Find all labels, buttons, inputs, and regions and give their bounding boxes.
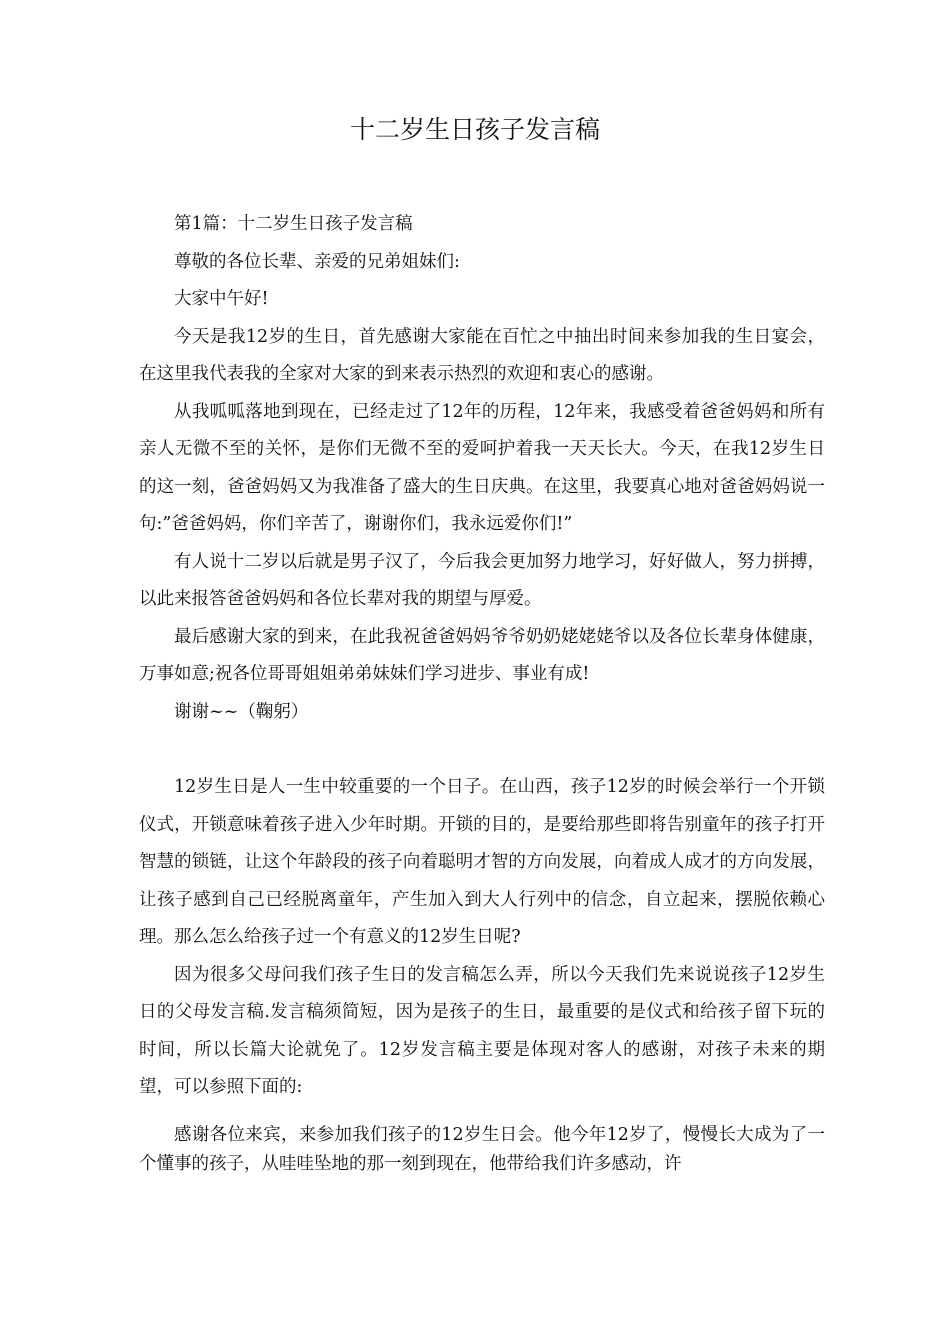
paragraph-parent-speech: 感谢各位来宾，来参加我们孩子的12岁生日会。他今年12岁了，慢慢长大成为了一个懂事的孩子，从哇哇坠地的那一刻到现在，他带给我们许多感动，许 bbox=[139, 1124, 825, 1174]
salutation: 尊敬的各位长辈、亲爱的兄弟姐妹们: bbox=[174, 251, 460, 272]
document-title: 十二岁生日孩子发言稿 bbox=[349, 115, 600, 144]
paragraph-tradition: 12岁生日是人一生中较重要的一个日子。在山西，孩子12岁的时候会举行一个开锁仪式，开锁意味着孩子进入少年时期。开锁的目的，是要给那些即将告别童年的孩子打开智慧的锁链，让这个年龄段的孩子向着聪明才智的方向发展，向着成人成才的方向发展，让孩子感到自己已经脱离童年，产生加入到大人行列中的信念，自立起来，摆脱依赖心理。那么怎么给孩子过一个有意义的12岁生日呢? bbox=[139, 777, 825, 947]
document-body bbox=[139, 206, 825, 1179]
paragraph-parent-speech-intro: 因为很多父母问我们孩子生日的发言稿怎么弄，所以今天我们先来说说孩子12岁生日的父母发言稿.发言稿须简短，因为是孩子的生日，最重要的是仪式和给孩子留下玩的时间，所以长篇大论就免了。12岁发言稿主要是体现对客人的感谢，对孩子未来的期望，可以参照下面的: bbox=[139, 964, 825, 1097]
paragraph-thanks: 谢谢~~（鞠躬） bbox=[174, 701, 309, 722]
greeting: 大家中午好! bbox=[174, 289, 269, 309]
paragraph-opening: 今天是我12岁的生日，首先感谢大家能在百忙之中抽出时间来参加我的生日宴会，在这里我代表我的全家对大家的到来表示热烈的欢迎和衷心的感谢。 bbox=[139, 326, 825, 384]
paragraph-gratitude-parents: 从我呱呱落地到现在，已经走过了12年的历程，12年来，我感受着爸爸妈妈和所有亲人无微不至的关怀，是你们无微不至的爱呵护着我一天天长大。今天，在我12岁生日的这一刻，爸爸妈妈又为我准备了盛大的生日庆典。在这里，我要真心地对爸爸妈妈说一句:”爸爸妈妈，你们辛苦了，谢谢你们，我永远爱你们!” bbox=[139, 401, 825, 534]
paragraph-growing-up: 有人说十二岁以后就是男子汉了，今后我会更加努力地学习，好好做人，努力拼搏，以此来报答爸爸妈妈和各位长辈对我的期望与厚爱。 bbox=[139, 551, 825, 609]
paragraph-closing-wishes: 最后感谢大家的到来，在此我祝爸爸妈妈爷爷奶奶姥姥姥爷以及各位长辈身体健康，万事如意;祝各位哥哥姐姐弟弟妹妹们学习进步、事业有成! bbox=[139, 626, 825, 684]
section-heading: 第1篇：十二岁生日孩子发言稿 bbox=[174, 214, 413, 234]
section-spacer bbox=[139, 731, 825, 769]
